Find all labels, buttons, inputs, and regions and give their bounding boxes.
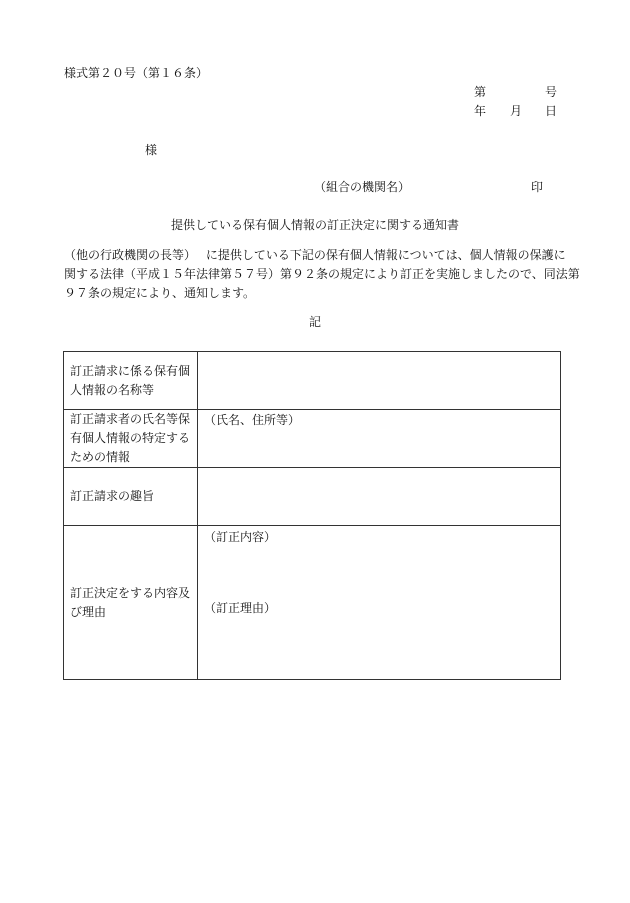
sender-organization: （組合の機関名） xyxy=(314,180,411,194)
row-label-decision-content xyxy=(64,526,198,680)
body-line: ９７条の規定により、通知します。 xyxy=(64,286,256,300)
row-value-decision-content xyxy=(198,526,561,680)
body-line: （他の行政機関の長等） に提供している下記の保有個人情報については、個人情報の保護に xyxy=(64,248,566,262)
date-day: 日 xyxy=(545,104,558,118)
correction-content-note: （訂正内容） xyxy=(204,530,277,544)
label-line: 人情報の名称等 xyxy=(70,382,155,397)
table-row xyxy=(64,352,561,410)
row-value-requester-info xyxy=(198,410,561,468)
seal-mark: 印 xyxy=(531,180,544,194)
row-label-request-purpose xyxy=(64,468,198,526)
row-value-request-purpose xyxy=(198,468,561,526)
form-number: 様式第２０号（第１６条） xyxy=(64,66,209,80)
ki-heading: 記 xyxy=(308,315,321,329)
document-number-prefix: 第 xyxy=(474,85,487,99)
label-line: 訂正請求の趣旨 xyxy=(70,489,155,503)
document-title: 提供している保有個人情報の訂正決定に関する通知書 xyxy=(170,218,459,232)
row-label-target-info xyxy=(64,352,198,410)
date-year: 年 xyxy=(474,104,487,118)
table-row xyxy=(64,468,561,526)
label-line: 訂正請求に係る保有個 xyxy=(70,363,191,378)
date-month: 月 xyxy=(510,104,523,118)
row-value-target-info xyxy=(198,352,561,410)
label-line: ための情報 xyxy=(70,450,131,464)
table-row xyxy=(64,526,561,680)
row-label-requester-info xyxy=(64,410,198,468)
table-row xyxy=(64,410,561,468)
body-line: 関する法律（平成１５年法律第５７号）第９２条の規定により訂正を実施しましたので、同法第 xyxy=(64,267,580,281)
document-number-suffix: 号 xyxy=(545,85,558,99)
label-line: び理由 xyxy=(70,604,107,619)
correction-reason-note: （訂正理由） xyxy=(204,601,277,615)
detail-table xyxy=(63,351,561,680)
label-line: 訂正請求者の氏名等保 xyxy=(70,412,191,426)
label-line: 有個人情報の特定する xyxy=(70,431,191,445)
requester-note: （氏名、住所等） xyxy=(204,413,301,427)
body-paragraph xyxy=(64,246,580,303)
label-line: 訂正決定をする内容及 xyxy=(70,585,191,600)
addressee-honorific: 様 xyxy=(145,143,158,157)
